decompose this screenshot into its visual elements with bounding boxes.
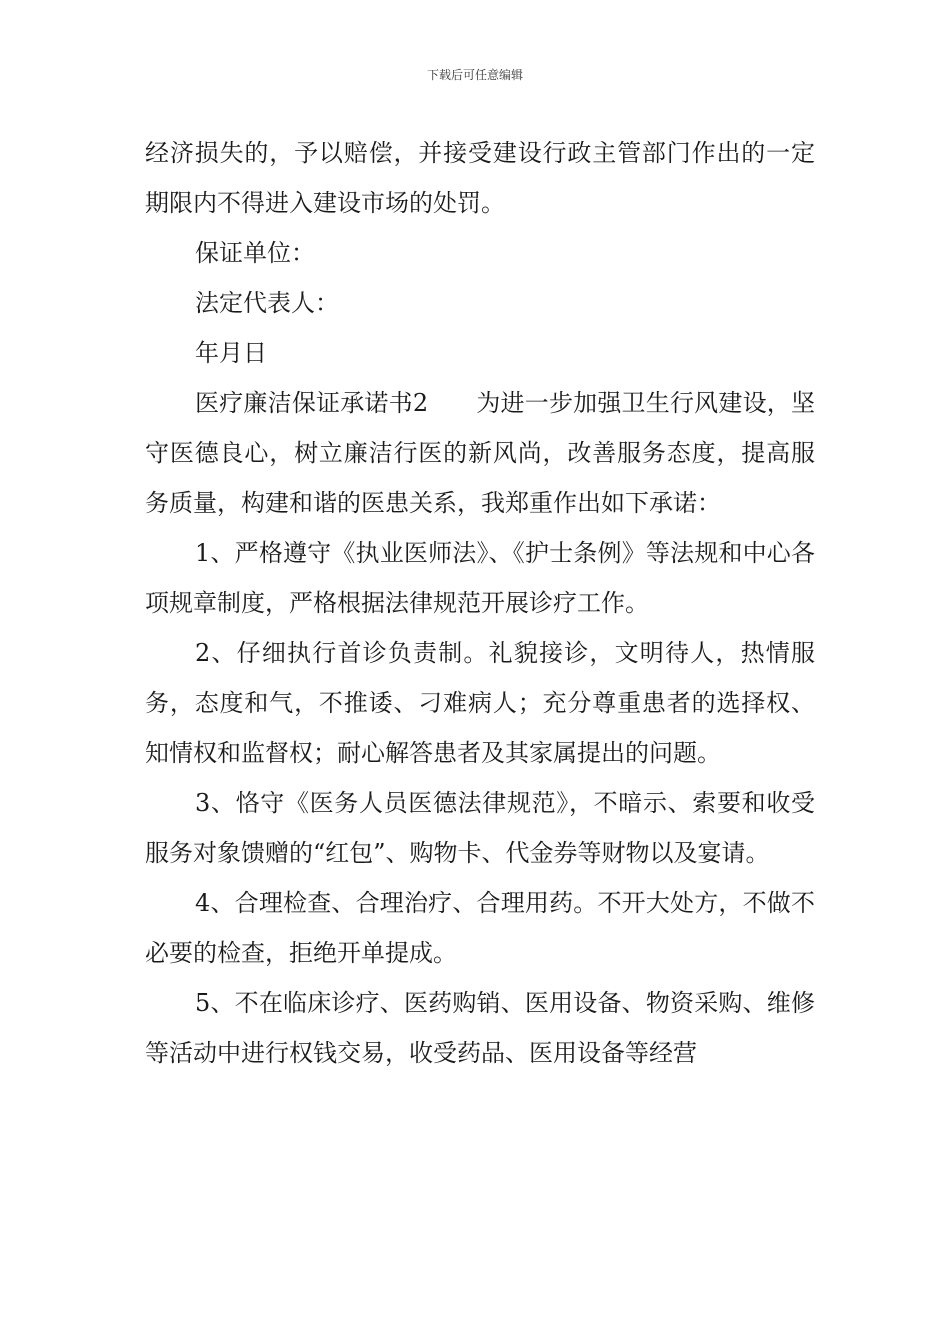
document-body (145, 128, 815, 1078)
date-label: 年月日 (195, 339, 267, 367)
commitment-item-5: 5、不在临床诊疗、医药购销、医用设备、物资采购、维修等活动中进行权钱交易，收受药品、医用设备等经营 (145, 989, 815, 1067)
page-header-note: 下载后可任意编辑 (426, 68, 523, 82)
section2-intro: 为进一步加强卫生行风建设，坚守医德良心，树立廉洁行医的新风尚，改善服务态度，提高服务质量，构建和谐的医患关系，我郑重作出如下承诺： (145, 389, 815, 517)
commitment-item-4: 4、合理检查、合理治疗、合理用药。不开大处方，不做不必要的检查，拒绝开单提成。 (145, 889, 815, 967)
paragraph-compensation: 经济损失的，予以赔偿，并接受建设行政主管部门作出的一定期限内不得进入建设市场的处罚。 (145, 139, 815, 217)
section2-title: 医疗廉洁保证承诺书2 (195, 389, 429, 417)
section2-intro-paragraph (145, 378, 815, 528)
commitment-item-2: 2、仔细执行首诊负责制。礼貌接诊，文明待人，热情服务，态度和气，不推诿、刁难病人；充分尊重患者的选择权、知情权和监督权；耐心解答患者及其家属提出的问题。 (145, 639, 815, 767)
commitment-item-1: 1、严格遵守《执业医师法》、《护士条例》等法规和中心各项规章制度，严格根据法律规范开展诊疗工作。 (145, 539, 815, 617)
legal-representative-label: 法定代表人： (195, 289, 339, 317)
guarantor-unit-label: 保证单位： (195, 239, 315, 267)
commitment-item-3: 3、恪守《医务人员医德法律规范》，不暗示、索要和收受服务对象馈赠的“红包”、购物卡、代金券等财物以及宴请。 (145, 789, 815, 867)
